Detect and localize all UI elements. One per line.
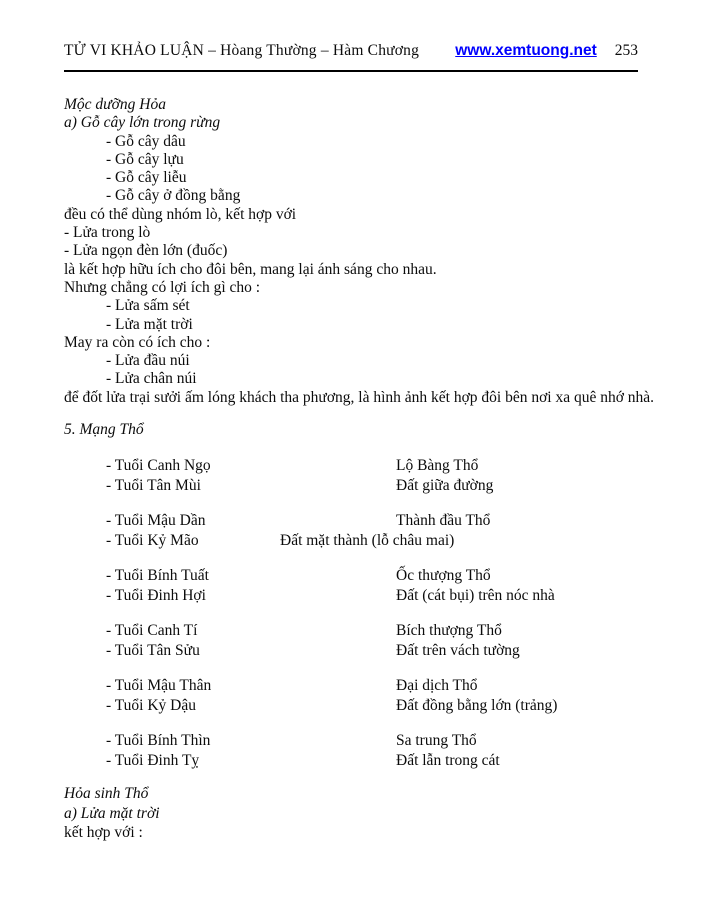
tho-name: Đại dịch Thổ [396, 677, 478, 695]
tho-name: Đất mặt thành (lỗ châu mai) [280, 532, 455, 550]
tuoi-label: - Tuổi Mậu Thân [106, 677, 212, 695]
body-line: - Lửa đầu núi [106, 352, 190, 370]
tho-name: Đất lẫn trong cát [396, 752, 500, 770]
table-row [64, 511, 638, 531]
body-line: là kết hợp hữu ích cho đôi bên, mang lại ánh sáng cho nhau. [64, 260, 437, 278]
tuoi-label: - Tuổi Đinh Tỵ [106, 752, 200, 770]
body-line: Nhưng chẳng có lợi ích gì cho : [64, 278, 261, 296]
tuoi-label: - Tuổi Bính Thìn [106, 732, 211, 750]
table-row [64, 751, 638, 771]
tho-pair [64, 511, 638, 551]
tho-name: Ốc thượng Thổ [396, 567, 491, 585]
body-line: - Gỗ cây dâu [106, 132, 186, 150]
body-line: - Lửa mặt trời [106, 315, 193, 333]
table-row [64, 696, 638, 716]
tho-pair [64, 456, 638, 496]
table-row [64, 641, 638, 661]
tuoi-label: - Tuổi Tân Sửu [106, 642, 200, 660]
body-line: - Lửa trong lò [64, 224, 151, 242]
tho-name: Sa trung Thổ [396, 732, 477, 750]
body-line: - Gỗ cây ở đồng bằng [106, 187, 241, 205]
website-link[interactable]: www.xemtuong.net [455, 42, 597, 59]
table-row [64, 456, 638, 476]
page-header [64, 41, 638, 61]
tho-pair [64, 566, 638, 606]
body-line: - Lửa sấm sét [106, 297, 190, 315]
tho-name: Thành đầu Thổ [396, 512, 491, 530]
book-title: TỬ VI KHẢO LUẬN – Hòang Thường – Hàm Chương [64, 42, 420, 59]
tho-pair [64, 731, 638, 771]
body-line: - Lửa ngọn đèn lớn (đuốc) [64, 242, 228, 260]
tuoi-label: - Tuổi Kỷ Mão [106, 532, 199, 550]
table-row [64, 566, 638, 586]
tho-pair [64, 621, 638, 661]
page-number: 253 [614, 42, 638, 59]
tho-name: Bích thượng Thổ [396, 622, 502, 640]
tho-table [64, 456, 638, 771]
tho-name: Đất trên vách tường [396, 642, 520, 660]
tho-name: Đất giữa đường [396, 477, 494, 495]
body-line: a) Gỗ cây lớn trong rừng [64, 114, 221, 132]
tho-pair [64, 676, 638, 716]
body-line: May ra còn có ích cho : [64, 333, 211, 351]
tuoi-label: - Tuổi Canh Tí [106, 622, 198, 640]
section-heading: 5. Mạng Thổ [64, 421, 144, 439]
tuoi-label: - Tuổi Tân Mùi [106, 477, 201, 495]
body-line: - Gỗ cây liễu [106, 169, 187, 187]
tuoi-label: - Tuổi Đinh Hợi [106, 587, 206, 605]
table-row [64, 676, 638, 696]
body-paragraph [64, 96, 655, 407]
footer-line: Hỏa sinh Thổ [64, 785, 149, 803]
tuoi-label: - Tuổi Bính Tuất [106, 567, 209, 585]
tho-name: Lộ Bàng Thổ [396, 457, 479, 475]
footer-line: kết hợp với : [64, 824, 143, 842]
tho-name: Đất đồng bằng lớn (trảng) [396, 697, 558, 715]
header-rule [64, 70, 638, 72]
table-row [64, 531, 638, 551]
table-row [64, 731, 638, 751]
body-line: để đốt lửa trại sưởi ấm lóng khách tha phương, là hình ảnh kết hợp đôi bên nơi xa quê nhớ nhà. [64, 388, 655, 406]
body-line: Mộc dưỡng Hỏa [64, 96, 166, 113]
tuoi-label: - Tuổi Canh Ngọ [106, 457, 211, 475]
body-line: - Gỗ cây lựu [106, 150, 184, 168]
table-row [64, 586, 638, 606]
tuoi-label: - Tuổi Kỷ Dậu [106, 697, 197, 715]
footer-paragraph [64, 784, 638, 842]
body-line: đều có thể dùng nhóm lò, kết hợp với [64, 205, 297, 223]
tho-name: Đất (cát bụi) trên nóc nhà [396, 587, 555, 605]
body-line: - Lửa chân núi [106, 370, 197, 388]
tuoi-label: - Tuổi Mậu Dần [106, 512, 206, 530]
footer-line: a) Lửa mặt trời [64, 804, 160, 822]
table-row [64, 621, 638, 641]
table-row [64, 476, 638, 496]
